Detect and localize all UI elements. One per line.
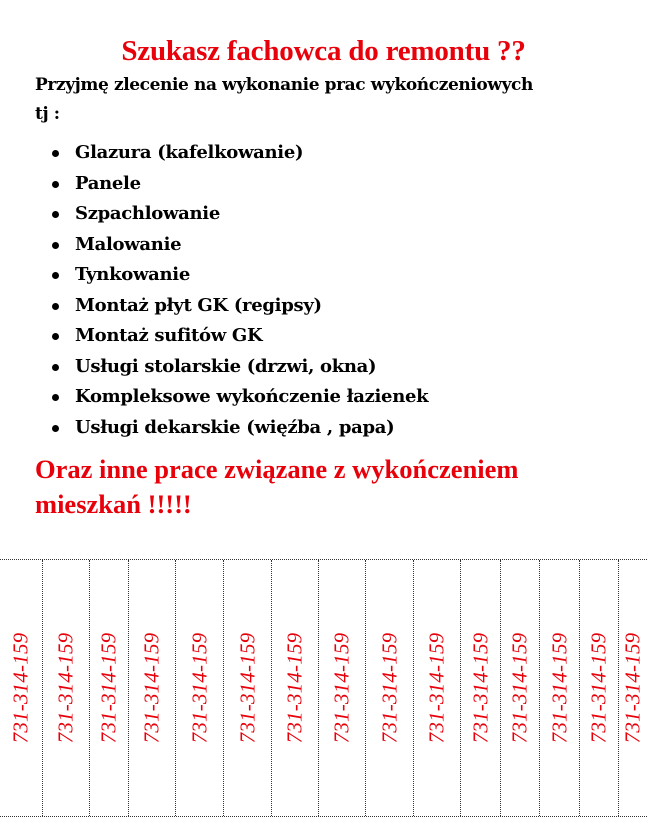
tear-off-strip[interactable] [129, 560, 176, 816]
tear-off-strip[interactable] [461, 560, 501, 816]
phone-number: 731-314-159 [377, 632, 401, 744]
phone-number: 731-314-159 [8, 632, 33, 744]
bullet-icon [52, 150, 59, 157]
intro-line-2: tj : [35, 104, 60, 124]
intro-text [35, 71, 635, 129]
service-label: Tynkowanie [75, 264, 190, 285]
service-item [48, 199, 428, 230]
tear-off-strip[interactable] [43, 560, 90, 816]
tear-off-strip[interactable] [580, 560, 619, 816]
service-label: Usługi dekarskie (więźba , papa) [75, 416, 395, 438]
outro-line-2: mieszkań !!!!! [35, 489, 192, 519]
phone-number: 731-314-159 [547, 632, 571, 744]
bullet-icon [52, 303, 59, 310]
phone-number: 731-314-159 [620, 632, 645, 744]
service-label: Montaż płyt GK (regipsy) [75, 294, 322, 316]
tear-off-strip[interactable] [319, 560, 366, 816]
service-item [48, 291, 428, 322]
service-label: Usługi stolarskie (drzwi, okna) [75, 355, 377, 377]
outro-text [35, 452, 635, 522]
services-list [48, 138, 428, 443]
phone-number: 731-314-159 [139, 632, 164, 744]
phone-number: 731-314-159 [424, 632, 449, 744]
service-label: Panele [75, 172, 141, 194]
tear-off-strips [0, 559, 647, 817]
tear-off-strip[interactable] [90, 560, 129, 816]
service-item [48, 352, 428, 383]
phone-number: 731-314-159 [468, 632, 492, 744]
tear-off-strip[interactable] [501, 560, 540, 816]
bullet-icon [52, 364, 59, 371]
phone-number: 731-314-159 [507, 632, 532, 744]
service-item [48, 138, 428, 169]
phone-number: 731-314-159 [187, 632, 211, 744]
tear-off-strip[interactable] [540, 560, 580, 816]
bullet-icon [52, 333, 59, 340]
tear-off-strip[interactable] [0, 560, 43, 816]
tear-off-strip[interactable] [224, 560, 272, 816]
phone-number: 731-314-159 [235, 632, 259, 744]
service-label: Kompleksowe wykończenie łazienek [75, 386, 429, 407]
phone-number: 731-314-159 [282, 632, 307, 744]
service-label: Malowanie [75, 233, 182, 255]
bullet-icon [52, 272, 59, 279]
bullet-icon [52, 181, 59, 188]
phone-number: 731-314-159 [53, 632, 78, 744]
phone-number: 731-314-159 [96, 632, 121, 744]
bullet-icon [52, 425, 59, 432]
tear-off-strip[interactable] [176, 560, 224, 816]
tear-off-strip[interactable] [366, 560, 414, 816]
bullet-icon [52, 242, 59, 249]
service-item [48, 413, 428, 444]
service-item [48, 169, 428, 200]
service-item [48, 382, 428, 413]
service-item [48, 321, 428, 352]
phone-number: 731-314-159 [586, 632, 611, 744]
tear-off-strip[interactable] [272, 560, 319, 816]
tear-off-strip[interactable] [619, 560, 647, 816]
service-label: Szpachlowanie [75, 203, 220, 224]
service-label: Montaż sufitów GK [75, 325, 263, 346]
service-item [48, 230, 428, 261]
tear-off-strip[interactable] [414, 560, 461, 816]
intro-line-1: Przyjmę zlecenie na wykonanie prac wykończeniowych [35, 75, 533, 95]
phone-number: 731-314-159 [329, 632, 354, 744]
flyer-title: Szukasz fachowca do remontu ?? [121, 35, 526, 67]
bullet-icon [52, 394, 59, 401]
outro-line-1: Oraz inne prace związane z wykończeniem [35, 454, 519, 484]
bullet-icon [52, 211, 59, 218]
service-label: Glazura (kafelkowanie) [75, 142, 304, 163]
service-item [48, 260, 428, 291]
